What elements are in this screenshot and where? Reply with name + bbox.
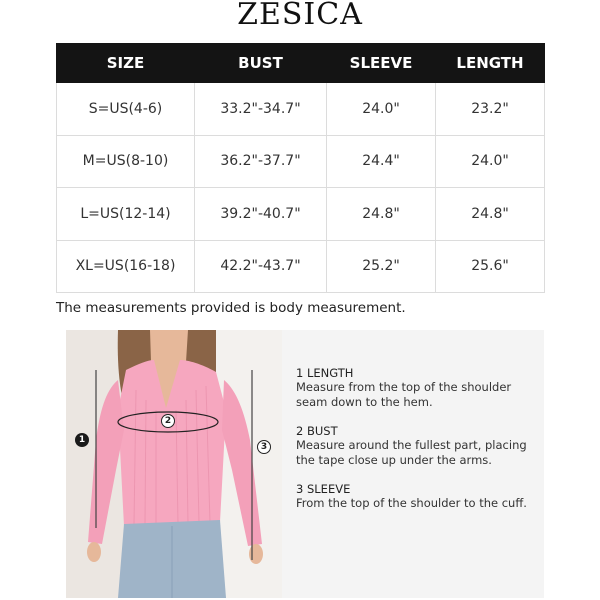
brand-logo: ZESICA — [237, 0, 363, 32]
marker-bust: 2 — [161, 414, 175, 428]
cell-length: 24.8" — [436, 188, 545, 241]
measurement-note: The measurements provided is body measurement. — [56, 300, 406, 316]
size-chart-table — [56, 43, 545, 293]
instruction-title: 2 BUST — [296, 424, 338, 438]
cell-sleeve: 24.8" — [327, 188, 436, 241]
table-row — [57, 188, 545, 241]
cell-size: S=US(4-6) — [57, 83, 195, 136]
cell-length: 23.2" — [436, 83, 545, 136]
header-length: LENGTH — [436, 44, 545, 83]
cell-length: 24.0" — [436, 135, 545, 188]
instruction-length — [296, 366, 536, 410]
cell-bust: 33.2"-34.7" — [195, 83, 327, 136]
model-photo — [66, 330, 282, 598]
instruction-title: 1 LENGTH — [296, 366, 354, 380]
table-row — [57, 240, 545, 293]
instruction-text: Measure from the top of the shoulder seam down to the hem. — [296, 380, 512, 409]
cell-length: 25.6" — [436, 240, 545, 293]
table-header-row — [57, 44, 545, 83]
cell-sleeve: 24.4" — [327, 135, 436, 188]
cell-bust: 42.2"-43.7" — [195, 240, 327, 293]
table-row — [57, 83, 545, 136]
table-row — [57, 135, 545, 188]
cell-bust: 39.2"-40.7" — [195, 188, 327, 241]
header-bust: BUST — [195, 44, 327, 83]
header-size: SIZE — [57, 44, 195, 83]
header-sleeve: SLEEVE — [327, 44, 436, 83]
cell-bust: 36.2"-37.7" — [195, 135, 327, 188]
cell-size: XL=US(16-18) — [57, 240, 195, 293]
model-illustration — [66, 330, 282, 598]
instruction-bust — [296, 424, 536, 468]
instruction-text: Measure around the fullest part, placing the tape close up under the arms. — [296, 438, 527, 467]
instruction-sleeve — [296, 482, 536, 511]
cell-size: L=US(12-14) — [57, 188, 195, 241]
instruction-text: From the top of the shoulder to the cuff. — [296, 496, 527, 510]
measurement-instructions — [296, 366, 536, 525]
cell-sleeve: 25.2" — [327, 240, 436, 293]
cell-sleeve: 24.0" — [327, 83, 436, 136]
cell-size: M=US(8-10) — [57, 135, 195, 188]
marker-sleeve: 3 — [257, 440, 271, 454]
instruction-title: 3 SLEEVE — [296, 482, 351, 496]
marker-length: 1 — [75, 433, 89, 447]
